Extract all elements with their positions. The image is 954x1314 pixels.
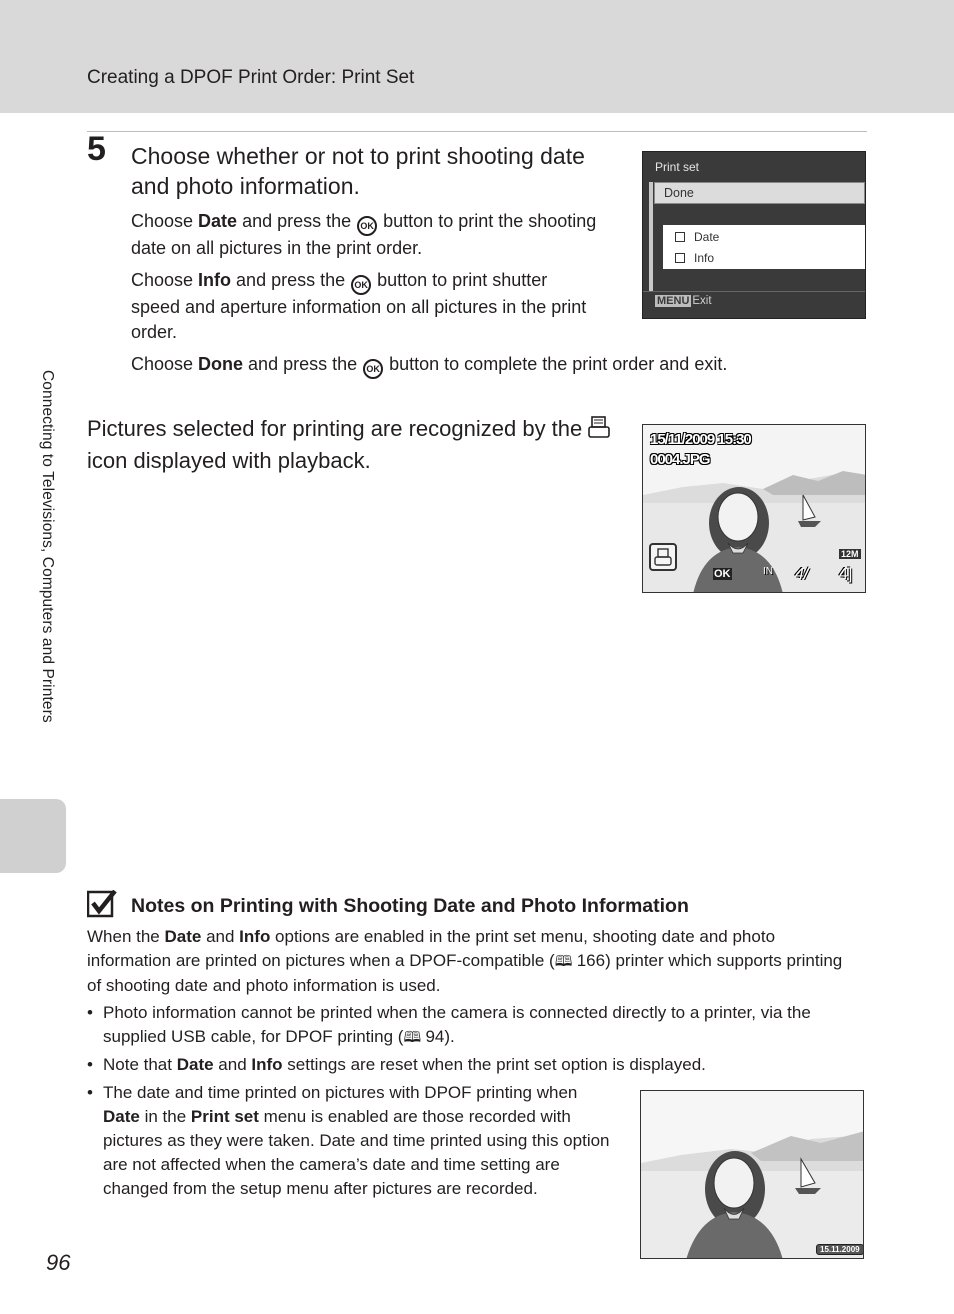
printed-photo-example (640, 1090, 864, 1259)
step-para-done: Choose Done and press the OK button to complete the print order and exit. (131, 352, 851, 379)
menu-option-date[interactable]: Date (675, 230, 719, 244)
example-photo (641, 1091, 864, 1259)
side-tab (0, 799, 66, 873)
notes-heading: Notes on Printing with Shooting Date and Photo Information (131, 895, 689, 917)
checkbox-icon (675, 253, 685, 263)
menu-footer: MENU Exit (657, 295, 712, 307)
menu-button-icon: MENU (657, 295, 690, 307)
side-section-label (36, 370, 58, 790)
ok-button-icon: OK (363, 359, 383, 379)
book-icon: 🕮 (554, 953, 573, 970)
menu-item-done[interactable]: Done (654, 182, 865, 204)
internal-memory-indicator: IN (763, 566, 773, 577)
step-number: 5 (87, 130, 106, 168)
menu-divider (643, 291, 865, 292)
playback-filename: 0004.JPG (650, 451, 710, 468)
step-para-date: Choose Date and press the OK button to print the shooting date on all pictures in the print order. (131, 211, 597, 258)
notes-bullet-1: • Photo information cannot be printed when the camera is connected directly to a printer, via the supplied USB cable, for DPOF printing (🕮 94). (87, 1001, 857, 1051)
pictures-note: Pictures selected for printing are recognized by the icon displayed with playback. (87, 414, 617, 475)
menu-option-info[interactable]: Info (675, 251, 714, 265)
notes-bullet-2: • Note that Date and Info settings are reset when the print set option is displayed. (87, 1055, 706, 1074)
page-number: 96 (46, 1250, 71, 1275)
camera-print-set-screen (642, 151, 866, 319)
ok-indicator: OK (714, 568, 731, 580)
playback-datetime: 15/11/2009 15:30 (650, 431, 751, 448)
step-para-info: Choose Info and press the OK button to print shutter speed and aperture information on all pictures in the print order. (131, 270, 587, 342)
print-order-icon (649, 543, 677, 571)
printer-icon (588, 415, 610, 446)
side-section-text: Connecting to Televisions, Computers and Printers (39, 370, 56, 723)
date-imprint: 15.11.2009 (816, 1244, 864, 1255)
image-size-indicator: 12M (841, 549, 859, 559)
notes-intro: When the Date and Info options are enabled in the print set menu, shooting date and photo information are printed on pictures when a DPOF-compatible (🕮 166) printer which supports printing of shooting date and photo information is used. (87, 927, 843, 995)
checkmark-icon (87, 890, 117, 918)
menu-title: Print set (655, 160, 700, 174)
ok-button-icon: OK (357, 216, 377, 236)
header-band (0, 0, 954, 113)
menu-options (663, 225, 865, 269)
header-divider (87, 131, 867, 132)
ok-button-icon: OK (351, 275, 371, 295)
checkbox-icon (675, 232, 685, 242)
step-heading: Choose whether or not to print shooting date and photo information. (131, 143, 585, 199)
book-icon: 🕮 (403, 1029, 422, 1046)
total-frames: 4] (839, 566, 853, 583)
playback-screen (642, 424, 866, 593)
frame-number: 4/ (795, 566, 809, 583)
menu-scroll-bar (649, 182, 653, 292)
page-title: Creating a DPOF Print Order: Print Set (87, 67, 415, 88)
notes-bullet-3: • The date and time printed on pictures with DPOF printing when Date in the Print set menu is enabled are those recorded with pictures as they were taken. Date and time printed using this option are not affected when the camera’s date and time setting are changed from the setup menu after pictures are recorded. (87, 1083, 610, 1198)
